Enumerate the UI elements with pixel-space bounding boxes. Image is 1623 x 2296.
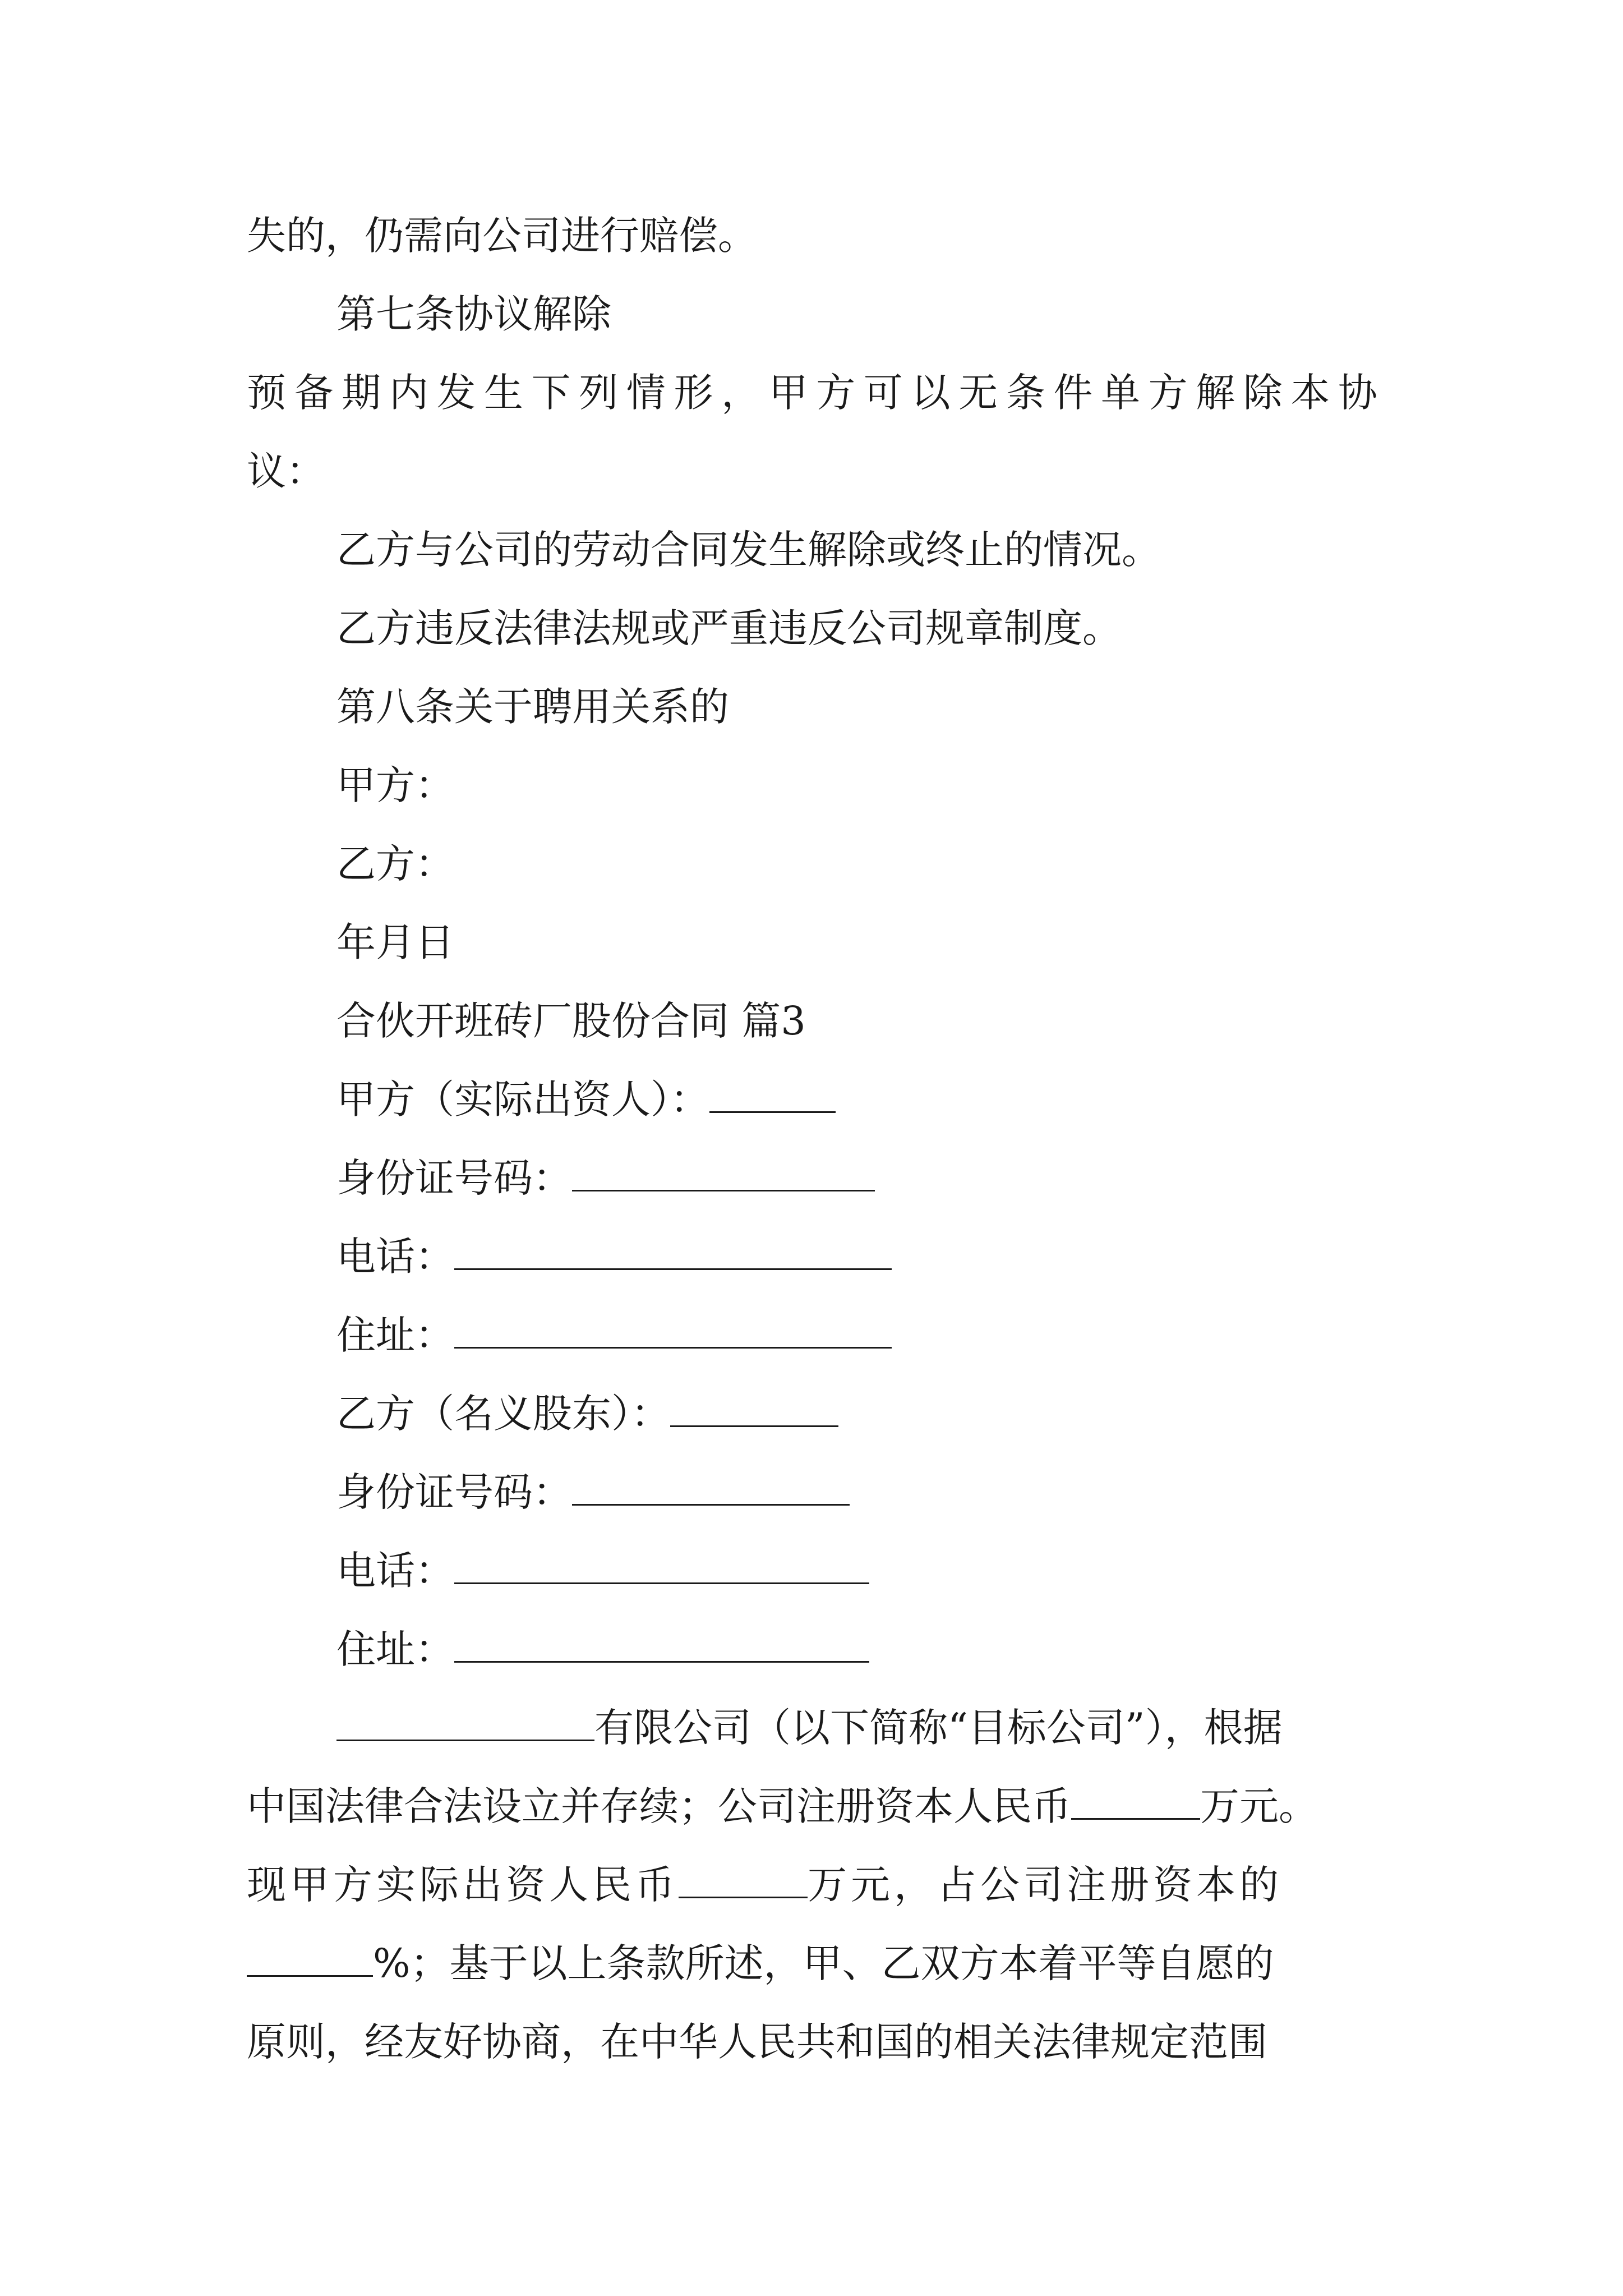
party-a-id-blank [572, 1151, 875, 1191]
party-a-phone-row [336, 1228, 892, 1285]
party-b-phone-row [336, 1543, 869, 1599]
party-b-phone-blank [454, 1543, 869, 1584]
paragraph-line-4 [247, 1935, 1377, 1991]
paragraph-line-3-text-a: 现甲方实际出资人民币 [247, 1862, 679, 1908]
party-b-name-blank [670, 1386, 838, 1427]
paragraph-line-1-text: 有限公司（以下简称“目标公司”），根据 [594, 1705, 1283, 1751]
company-name-blank [336, 1700, 594, 1741]
party-a-investor-row [336, 1071, 836, 1128]
article-7-heading: 第七条协议解除 [336, 291, 611, 337]
party-a-phone-blank [454, 1229, 892, 1270]
paragraph-line-4-text: %；基于以上条款所述，甲、乙双方本着平等自愿的 [373, 1940, 1274, 1986]
text-line-3: 预备期内发生下列情形，甲方可以无条件单方解除本协 [247, 370, 1377, 416]
party-b-id-label: 身份证号码： [336, 1469, 572, 1515]
party-a-address-label: 住址： [336, 1312, 454, 1358]
party-a-id-row [336, 1150, 875, 1206]
registered-capital-blank [1071, 1779, 1200, 1820]
party-b-address-row [336, 1621, 869, 1677]
party-b-address-blank [454, 1622, 869, 1663]
contract-title: 合伙开班砖厂股份合同 篇3 [336, 998, 806, 1044]
paragraph-line-3-text-b: 万元，占公司注册资本的 [808, 1862, 1283, 1908]
text-line-1: 失的，仍需向公司进行赔偿。 [247, 213, 757, 259]
text-line-4: 议： [247, 448, 325, 494]
paragraph-line-2-text-b: 万元。 [1200, 1783, 1318, 1829]
paragraph-line-2-text-a: 中国法律合法设立并存续；公司注册资本人民币 [247, 1783, 1071, 1829]
party-a-name-blank [709, 1072, 836, 1113]
party-a-address-blank [454, 1308, 892, 1349]
party-b-id-blank [572, 1465, 850, 1506]
date-line: 年月日 [336, 919, 454, 965]
percentage-blank [247, 1936, 373, 1977]
party-a-investor-label: 甲方（实际出资人）： [336, 1076, 709, 1122]
paragraph-line-1 [336, 1700, 1283, 1756]
text-line-6: 乙方违反法律法规或严重违反公司规章制度。 [336, 605, 1122, 651]
paragraph-line-2 [247, 1778, 1377, 1834]
actual-investment-blank [679, 1857, 808, 1898]
party-b-address-label: 住址： [336, 1626, 454, 1672]
party-a-address-row [336, 1307, 892, 1363]
party-b-label: 乙方： [336, 841, 454, 887]
party-a-id-label: 身份证号码： [336, 1155, 572, 1201]
party-b-nominee-row [336, 1386, 838, 1442]
paragraph-line-5: 原则，经友好协商，在中华人民共和国的相关法律规定范围 [247, 2019, 1267, 2065]
party-a-phone-label: 电话： [336, 1234, 454, 1280]
party-b-nominee-label: 乙方（名义股东）： [336, 1391, 670, 1437]
paragraph-line-3 [247, 1857, 1377, 1913]
text-line-5: 乙方与公司的劳动合同发生解除或终止的情况。 [336, 527, 1161, 573]
party-b-phone-label: 电话： [336, 1548, 454, 1594]
party-b-id-row [336, 1464, 850, 1520]
article-8-heading: 第八条关于聘用关系的 [336, 684, 729, 730]
party-a-label: 甲方： [336, 762, 454, 808]
